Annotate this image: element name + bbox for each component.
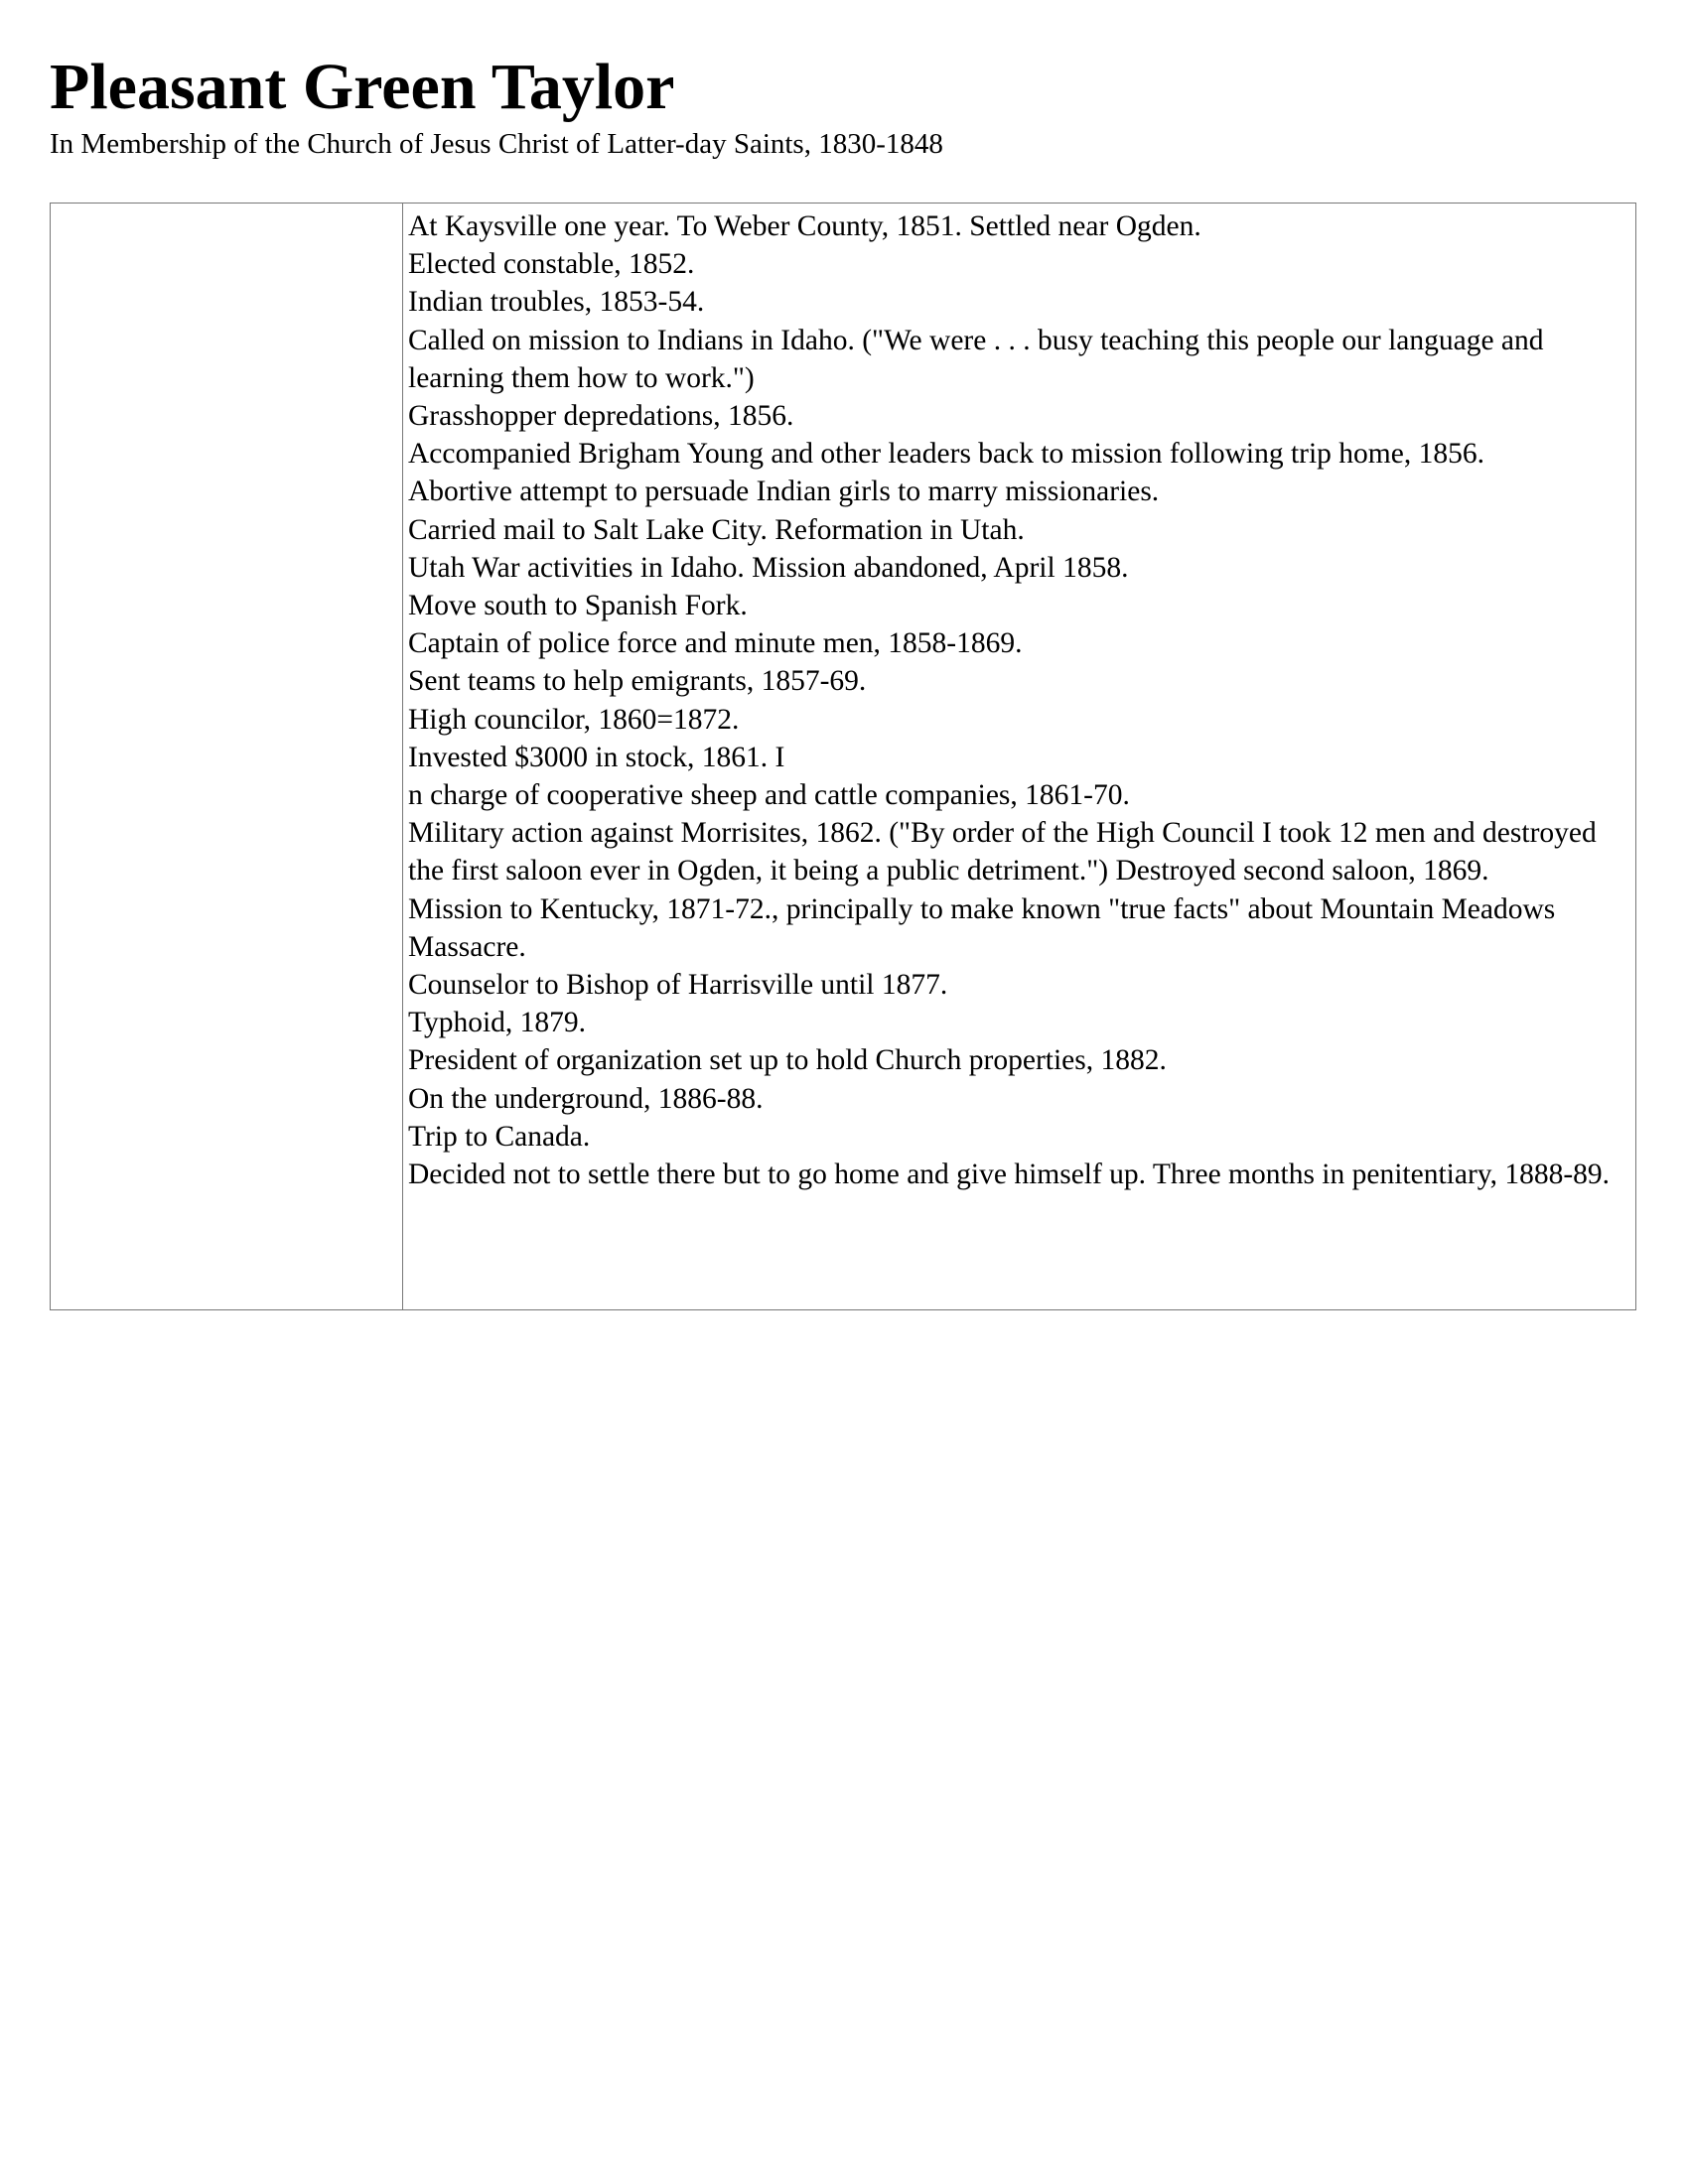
record-entry: Military action against Morrisites, 1862. ("By order of the High Council I took 12 men and destroyed the first saloon ever in Ogden, it being a public detriment.") Destroyed second saloon, 1869. bbox=[408, 817, 1597, 887]
record-entry: Move south to Spanish Fork. bbox=[408, 590, 748, 622]
record-entry: Mission to Kentucky, 1871-72., principally to make known "true facts" about Mountain Meadows Massacre. bbox=[408, 892, 1556, 963]
record-entry: Trip to Canada. bbox=[408, 1120, 591, 1153]
record-entries-cell bbox=[403, 204, 1635, 1309]
record-entry: Typhoid, 1879. bbox=[408, 1007, 587, 1039]
record-entry: Sent teams to help emigrants, 1857-69. bbox=[408, 665, 867, 698]
record-entry: Decided not to settle there but to go home and give himself up. Three months in penitentiary, 1888-89. bbox=[408, 1159, 1611, 1191]
record-empty-cell bbox=[51, 204, 403, 1309]
record-entry: Carried mail to Salt Lake City. Reformation in Utah. bbox=[408, 513, 1025, 546]
record-entry: Indian troubles, 1853-54. bbox=[408, 286, 705, 319]
page-subtitle: In Membership of the Church of Jesus Christ of Latter-day Saints, 1830-1848 bbox=[50, 128, 943, 160]
record-entry: Accompanied Brigham Young and other leaders back to mission following trip home, 1856. bbox=[408, 438, 1484, 471]
record-entry: Abortive attempt to persuade Indian girls to marry missionaries. bbox=[408, 476, 1160, 508]
record-entry: Counselor to Bishop of Harrisville until 1877. bbox=[408, 969, 948, 1002]
page-title: Pleasant Green Taylor bbox=[50, 51, 675, 123]
record-entry: Grasshopper depredations, 1856. bbox=[408, 400, 794, 433]
record-entry: n charge of cooperative sheep and cattle companies, 1861-70. bbox=[408, 779, 1130, 812]
record-entry: Captain of police force and minute men, 1858-1869. bbox=[408, 627, 1023, 660]
record-entry: On the underground, 1886-88. bbox=[408, 1082, 764, 1115]
record-entry: High councilor, 1860=1872. bbox=[408, 703, 740, 736]
record-entry: At Kaysville one year. To Weber County, 1851. Settled near Ogden. bbox=[408, 210, 1201, 242]
record-table bbox=[50, 203, 1636, 1310]
record-entry: Utah War activities in Idaho. Mission abandoned, April 1858. bbox=[408, 551, 1129, 584]
record-entry: Called on mission to Indians in Idaho. ("We were . . . busy teaching this people our language and learning them how to work.") bbox=[408, 324, 1544, 394]
record-entry: Invested $3000 in stock, 1861. I bbox=[408, 741, 785, 773]
record-entry: President of organization set up to hold Church properties, 1882. bbox=[408, 1044, 1167, 1077]
record-entry: Elected constable, 1852. bbox=[408, 248, 695, 281]
